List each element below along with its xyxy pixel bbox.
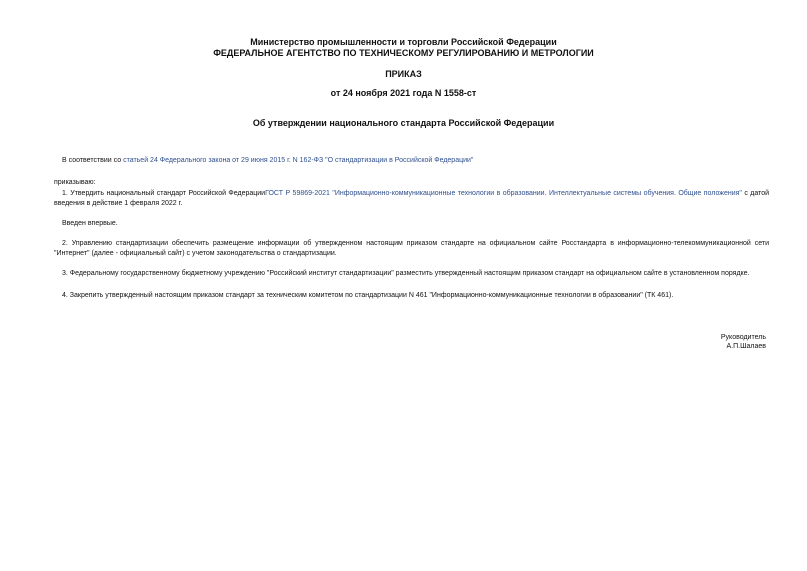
doc-title: Об утверждении национального стандарта Российской Федерации bbox=[252, 118, 555, 128]
agency-name: ФЕДЕРАЛЬНОЕ АГЕНТСТВО ПО ТЕХНИЧЕСКОМУ РЕГУЛИРОВАНИЮ И МЕТРОЛОГИИ bbox=[213, 48, 594, 58]
law-link[interactable]: статьей 24 Федерального закона от 29 июня 2015 г. N 162-ФЗ "О стандартизации в Российской Федерации" bbox=[123, 157, 474, 164]
preamble-text: В соответствии со bbox=[62, 157, 124, 164]
item-2: 2. Управлению стандартизации обеспечить размещение информации об утвержденном настоящим приказом стандарте на официальном сайте Росстандарта в информационно-телекоммуникационной сети "Интернет" (далее - официальный сайт) с учетом законодательства о стандартизации. bbox=[54, 240, 769, 257]
item-4: 4. Закрепить утвержденный настоящим приказом стандарт за техническим комитетом по стандартизации N 461 "Информационно-коммуникационные технологии в образовании" (ТК 461). bbox=[62, 292, 674, 299]
item-1-text: 1. Утвердить национальный стандарт Российской Федерации bbox=[62, 190, 266, 197]
item-1 bbox=[54, 189, 769, 209]
doc-date-number: от 24 ноября 2021 года N 1558-ст bbox=[330, 88, 477, 98]
item-1-tail: с датой введения в действие 1 февраля 2022 г. bbox=[54, 190, 769, 207]
item-3: 3. Федеральному государственному бюджетному учреждению "Российский институт стандартизации" разместить утвержденный настоящим приказом стандарт на официальном сайте в установленном порядке. bbox=[62, 270, 750, 277]
preamble bbox=[54, 156, 769, 166]
doc-type: ПРИКАЗ bbox=[385, 69, 422, 79]
intro-note: Введен впервые. bbox=[62, 220, 118, 227]
ministry-name: Министерство промышленности и торговли Российской Федерации bbox=[250, 37, 557, 47]
standard-link[interactable]: ГОСТ Р 59869-2021 "Информационно-коммуникационные технологии в образовании. Интеллектуальные системы обучения. Общие положения" bbox=[265, 190, 742, 197]
order-word: приказываю: bbox=[54, 179, 96, 186]
signature-role: Руководитель bbox=[720, 334, 766, 341]
signature-name: А.П.Шалаев bbox=[726, 343, 766, 350]
